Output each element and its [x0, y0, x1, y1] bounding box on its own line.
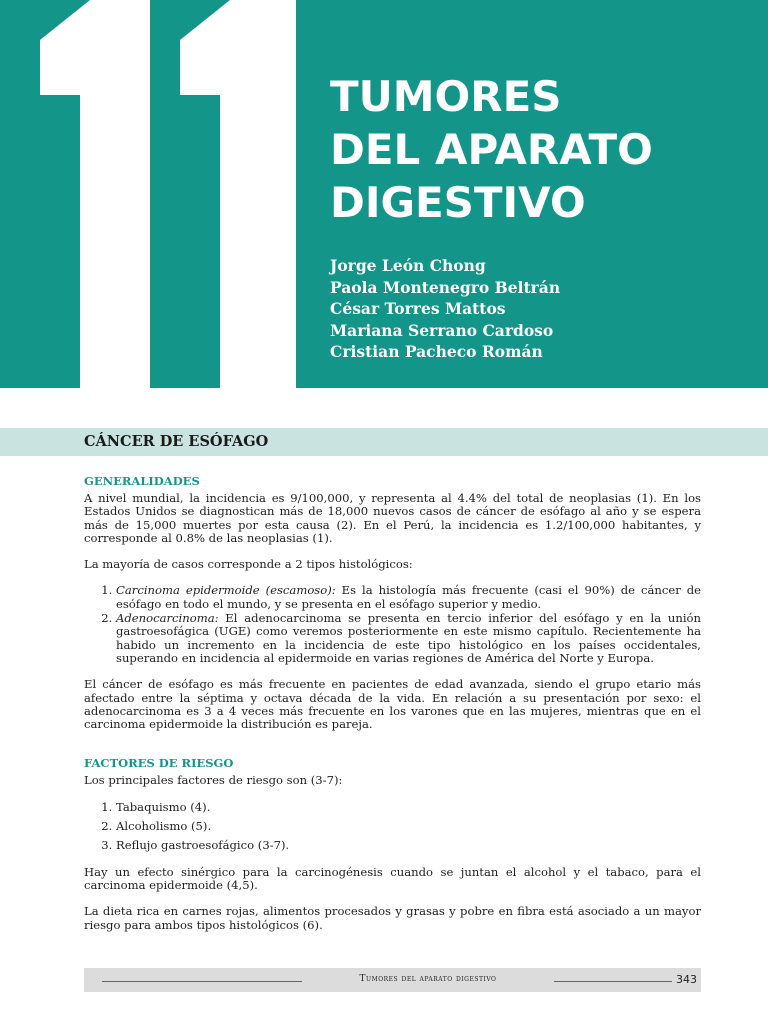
footer-rule	[554, 981, 672, 982]
list-term: Adenocarcinoma:	[116, 611, 219, 626]
paragraph: El cáncer de esófago es más frecuente en pacientes de edad avanzada, siendo el grupo etario más afectado entre la séptima y octava década de la vida. En relación a su presentación por sexo: el adenocarcinoma es 3 a 4 veces más frecuente en los varones que en las mujeres, mientras que en el carcinoma epidermoide la distribución es pareja.	[84, 677, 701, 732]
paragraph: Hay un efecto sinérgico para la carcinogénesis cuando se juntan el alcohol y el tabaco, para el carcinoma epidermoide (4,5).	[84, 864, 701, 892]
list-term: Carcinoma epidermoide (escamoso):	[116, 583, 336, 598]
spacer	[84, 744, 701, 756]
author: Cristian Pacheco Román	[330, 342, 543, 361]
list-text: Es la histología más frecuente (casi el 90%) de cáncer de esófago en todo el mundo, y se presenta en el esófago superior y medio.	[116, 583, 701, 611]
list-item: 1. Tabaquismo (4).	[116, 801, 701, 814]
article-body	[84, 474, 701, 945]
histology-list	[84, 584, 701, 665]
list-text: El adenocarcinoma se presenta en tercio inferior del esófago y en la unión gastroesofágica (UGE) como veremos posteriormente en este mismo capítulo. Recientemente ha habido un incremento en la incidencia de este tipo histológico en los países occidentales, superando en incidencia al epidermoide en varias regiones de América del Norte y Europa.	[116, 611, 701, 665]
list-item: 2. Alcoholismo (5).	[116, 820, 701, 833]
page-footer	[84, 968, 701, 992]
author-list	[330, 255, 560, 363]
chapter-title	[330, 70, 653, 229]
subsection-heading: GENERALIDADES	[84, 474, 200, 488]
paragraph: Los principales factores de riesgo son (3-7):	[84, 773, 343, 788]
paragraph: La dieta rica en carnes rojas, alimentos procesados y grasas y pobre en fibra está asociado a un mayor riesgo para ambos tipos histológicos (6).	[84, 904, 701, 932]
list-item	[116, 612, 701, 665]
header-gap	[283, 0, 296, 388]
chapter-number	[40, 0, 296, 388]
list-item: 3. Reflujo gastroesofágico (3-7).	[116, 839, 701, 852]
paragraph: A nivel mundial, la incidencia es 9/100,000, y representa al 4.4% del total de neoplasias (1). En los Estados Unidos se diagnostican más de 18,000 nuevos casos de cáncer de esófago al año y se espera más de 15,000 muertes por esta causa (2). En el Perú, la incidencia es 1.2/100,000 habitantes, y corresponde al 0.8% de las neoplasias (1).	[84, 491, 701, 545]
title-line: TUMORES	[330, 72, 562, 121]
author: Mariana Serrano Cardoso	[330, 320, 554, 340]
paragraph: La mayoría de casos corresponde a 2 tipos histológicos:	[84, 557, 413, 572]
list-item	[116, 584, 701, 611]
author: Jorge León Chong	[330, 256, 486, 275]
footer-rule	[102, 981, 302, 982]
running-title: Tumores del aparato digestivo	[359, 974, 497, 984]
title-line: DIGESTIVO	[330, 178, 586, 227]
section-title: CÁNCER DE ESÓFAGO	[84, 433, 269, 450]
author: César Torres Mattos	[330, 299, 506, 318]
title-line: DEL APARATO	[330, 125, 653, 174]
subsection-heading: FACTORES DE RIESGO	[84, 756, 234, 771]
risk-factor-list	[84, 801, 701, 853]
chapter-header	[0, 0, 768, 388]
author: Paola Montenegro Beltrán	[330, 277, 561, 297]
page-number: 343	[676, 973, 697, 986]
